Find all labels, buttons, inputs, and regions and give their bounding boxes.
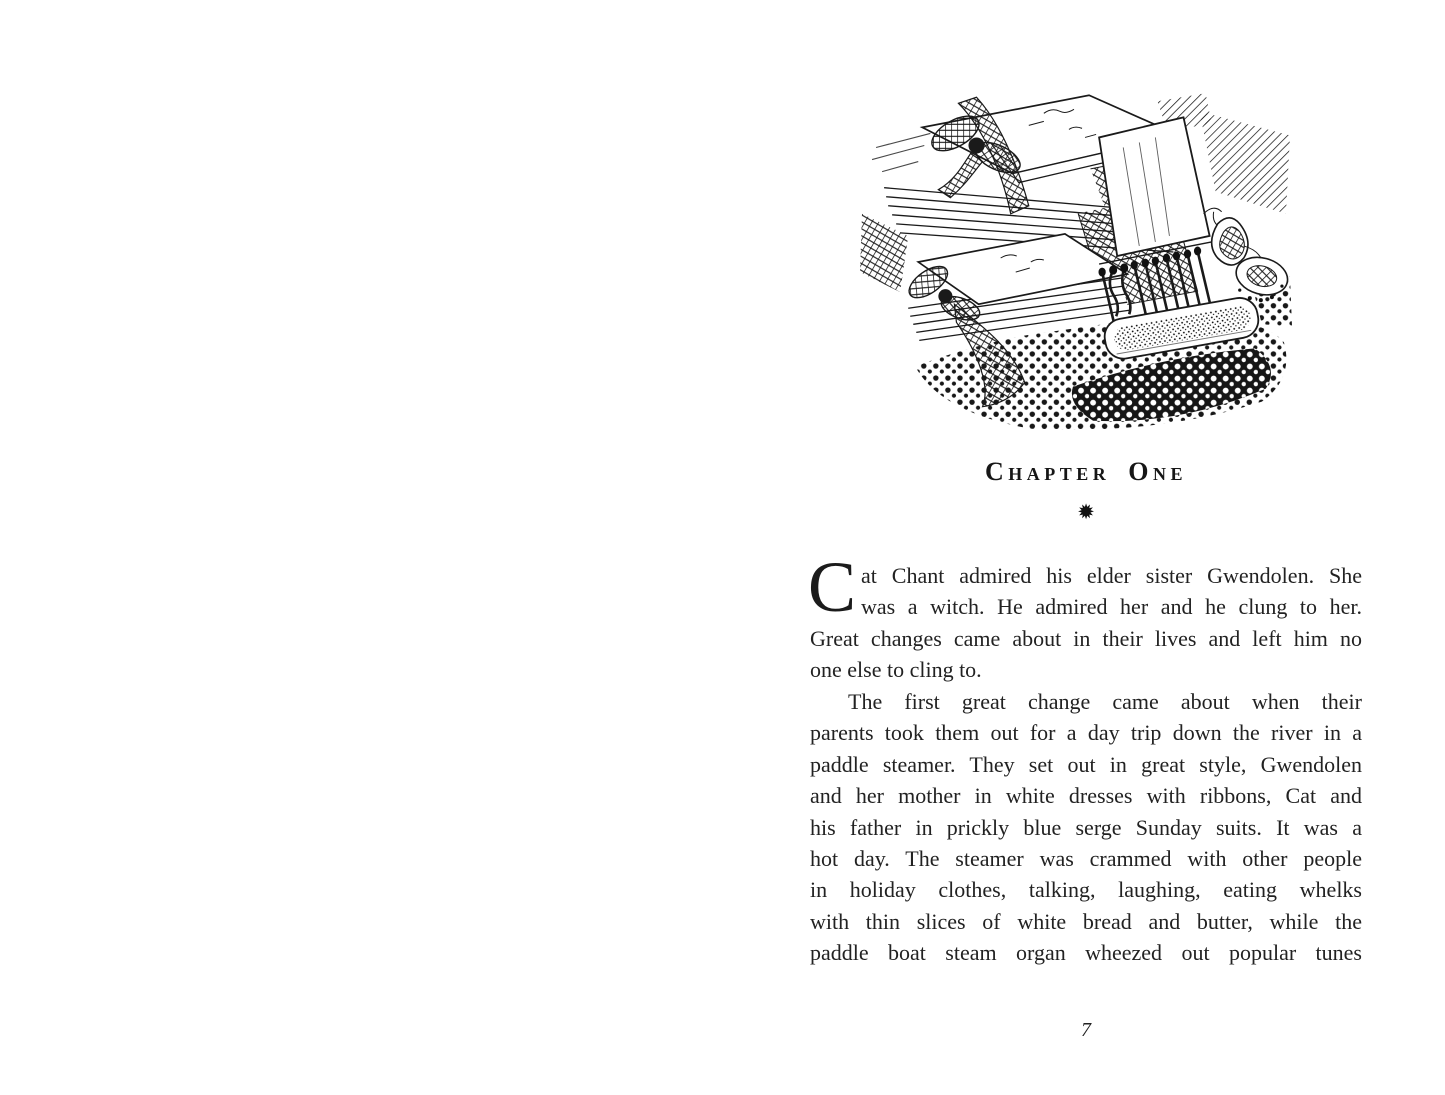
text-line: with thin slices of white bread and butter, while the — [810, 908, 1362, 934]
drop-cap: C — [808, 547, 857, 627]
text-line: The first great change came about when their — [848, 688, 1362, 714]
chapter-title: Chapter One — [984, 457, 1187, 486]
right-page — [810, 0, 1362, 1095]
text-line: paddle boat steam organ wheezed out popular tunes — [810, 940, 1362, 966]
text-line: and her mother in white dresses with ribbons, Cat and — [810, 783, 1362, 809]
text-line: was a witch. He admired her and he clung to her. — [861, 594, 1362, 620]
page-number: 7 — [1081, 1019, 1091, 1041]
text-line: at Chant admired his elder sister Gwendolen. She — [861, 563, 1362, 588]
chapter-illustration — [860, 85, 1292, 432]
text-line: Great changes came about in their lives and left him no — [810, 625, 1362, 651]
left-blank-page — [0, 0, 722, 1095]
body-text — [808, 547, 1362, 969]
text-line: his father in prickly blue serge Sunday suits. It was a — [810, 814, 1362, 840]
letters-matchbook-earrings-drawing — [860, 85, 1292, 432]
text-line: parents took them out for a day trip down the river in a — [810, 720, 1362, 746]
text-line: hot day. The steamer was crammed with other people — [810, 845, 1362, 871]
star-ornament-icon: ✹ — [1077, 500, 1095, 524]
text-line: in holiday clothes, talking, laughing, eating whelks — [810, 877, 1362, 903]
text-line: paddle steamer. They set out in great style, Gwendolen — [810, 751, 1362, 777]
text-line: one else to cling to. — [810, 657, 982, 683]
